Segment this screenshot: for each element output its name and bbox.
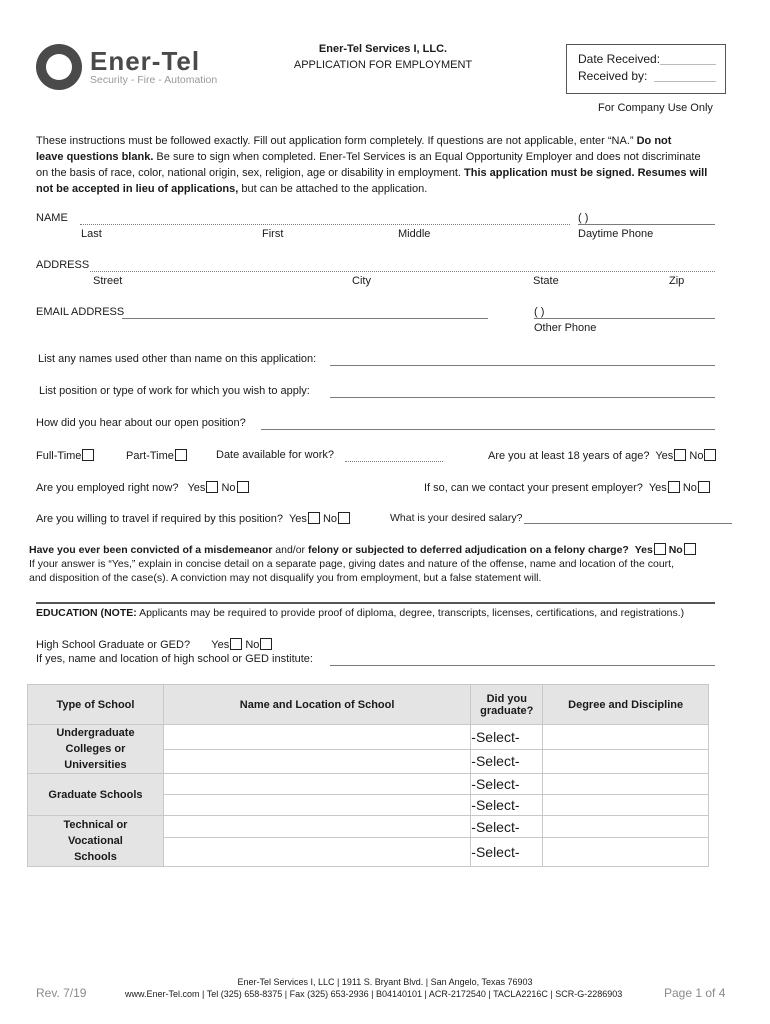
- footer-address: Ener-Tel Services I, LLC | 1911 S. Bryant Blvd. | San Angelo, Texas 76903: [237, 977, 533, 987]
- form-title: APPLICATION FOR EMPLOYMENT: [293, 59, 473, 71]
- grad-2-graduate-select[interactable]: -Select-: [471, 795, 543, 816]
- hs-yes-checkbox[interactable]: [230, 638, 242, 650]
- travel-no-label: No: [322, 513, 338, 525]
- undergrad-2-degree-cell[interactable]: [543, 749, 709, 774]
- name-first-label: First: [262, 228, 284, 240]
- name-label: NAME: [36, 212, 68, 224]
- employed-question: [36, 481, 249, 494]
- name-last-label: Last: [81, 228, 102, 240]
- grad-1-degree-cell[interactable]: [543, 774, 709, 795]
- part-time-option: [126, 449, 187, 462]
- full-time-checkbox[interactable]: [82, 449, 94, 461]
- tech-2-name-cell[interactable]: [163, 838, 470, 867]
- full-time-option: [36, 449, 94, 462]
- contact-no-label: No: [682, 482, 697, 494]
- full-time-label: Full-Time: [36, 450, 82, 462]
- table-row: [28, 725, 709, 750]
- employed-no-checkbox[interactable]: [237, 481, 249, 493]
- age-question: [488, 449, 716, 462]
- row-type-technical: Technical or Vocational Schools: [28, 816, 164, 867]
- row-type-graduate: Graduate Schools: [28, 774, 164, 816]
- education-table: [27, 684, 709, 867]
- header-degree-discipline: Degree and Discipline: [543, 685, 709, 725]
- other-phone-paren: ( ): [534, 306, 545, 318]
- revision: Rev. 7/19: [36, 986, 87, 1000]
- header-type-of-school: Type of School: [28, 685, 164, 725]
- grad-1-graduate-select[interactable]: -Select-: [471, 774, 543, 795]
- travel-yes-checkbox[interactable]: [308, 512, 320, 524]
- conviction-yes-label: Yes: [634, 544, 653, 556]
- grad-1-name-cell[interactable]: [163, 774, 470, 795]
- employed-yes-label: Yes: [187, 482, 206, 494]
- daytime-phone-field[interactable]: [578, 224, 715, 225]
- education-note: Applicants may be required to provide proof of diploma, degree, transcripts, licenses, certifications, and registrations.): [136, 607, 685, 619]
- hs-no-label: No: [245, 639, 260, 651]
- travel-yes-label: Yes: [288, 513, 307, 525]
- part-time-label: Part-Time: [126, 450, 174, 462]
- address-city-label: City: [352, 275, 371, 287]
- instructions-line3: on the basis of race, color, national origin, sex, religion, age or disability in employment.: [36, 167, 465, 179]
- conviction-bold-1: Have you ever been convicted of a misdemeanor: [29, 544, 273, 556]
- date-available-field[interactable]: [345, 461, 443, 462]
- tech-1-degree-cell[interactable]: [543, 816, 709, 838]
- travel-no-checkbox[interactable]: [338, 512, 350, 524]
- instructions-line3-bold: This application must be signed. Resumes will: [464, 167, 708, 179]
- position-label: List position or type of work for which you wish to apply:: [39, 385, 310, 397]
- grad-2-degree-cell[interactable]: [543, 795, 709, 816]
- tech-2-degree-cell[interactable]: [543, 838, 709, 867]
- company-name: Ener-Tel Services I, LLC.: [318, 43, 448, 55]
- age-no-checkbox[interactable]: [704, 449, 716, 461]
- address-field[interactable]: [90, 271, 715, 272]
- name-field[interactable]: [80, 224, 570, 225]
- conviction-no-label: No: [668, 544, 683, 556]
- age-yes-checkbox[interactable]: [674, 449, 686, 461]
- hs-question-label: High School Graduate or GED?: [36, 639, 191, 651]
- email-label: EMAIL ADDRESS: [36, 306, 125, 318]
- contact-employer-label: If so, can we contact your present employer?: [424, 482, 643, 494]
- conviction-explain-2: and disposition of the case(s). A conviction may not disqualify you from employment, but a false statement will.: [29, 572, 542, 584]
- hs-question: [36, 638, 272, 651]
- contact-yes-label: Yes: [648, 482, 667, 494]
- instructions-line2-bold: leave questions blank.: [36, 151, 154, 163]
- undergrad-2-name-cell[interactable]: [163, 749, 470, 774]
- header-name-location: Name and Location of School: [163, 685, 470, 725]
- instructions-line2: Be sure to sign when completed. Ener-Tel Services is an Equal Opportunity Employer and does not discriminate: [153, 151, 701, 163]
- company-use-note: For Company Use Only: [598, 102, 713, 114]
- hs-location-label: If yes, name and location of high school or GED institute:: [36, 653, 313, 665]
- hear-about-field[interactable]: [261, 429, 715, 430]
- undergrad-1-name-cell[interactable]: [163, 725, 470, 750]
- tech-1-name-cell[interactable]: [163, 816, 470, 838]
- date-received-field[interactable]: [660, 64, 716, 65]
- age-18-label: Are you at least 18 years of age?: [488, 450, 650, 462]
- other-phone-field[interactable]: [534, 318, 715, 319]
- undergrad-1-degree-cell[interactable]: [543, 725, 709, 750]
- conviction-explain-1: If your answer is “Yes,” explain in concise detail on a separate page, giving dates and nature of the offense, name and location of the court,: [29, 558, 674, 570]
- address-zip-label: Zip: [669, 275, 685, 287]
- salary-field[interactable]: [524, 523, 732, 524]
- received-by-field[interactable]: [654, 81, 716, 82]
- instructions-line1: These instructions must be followed exactly. Fill out application form completely. If questions are not applicable, enter “NA.”: [36, 135, 634, 147]
- conviction-mid: and/or: [272, 544, 308, 556]
- email-field[interactable]: [122, 318, 488, 319]
- address-state-label: State: [533, 275, 559, 287]
- travel-label: Are you willing to travel if required by this position?: [36, 513, 284, 525]
- education-note-bold: NOTE:: [104, 607, 137, 619]
- logo-icon-center: [46, 54, 72, 80]
- footer-contact: www.Ener-Tel.com | Tel (325) 658-8375 | Fax (325) 653-2936 | B04140101 | ACR-2172540 | TACLA2216C | SCR-G-2286903: [125, 989, 623, 999]
- table-header-row: [28, 685, 709, 725]
- conviction-yes-checkbox[interactable]: [654, 543, 666, 555]
- instructions: [36, 133, 746, 197]
- contact-yes-checkbox[interactable]: [668, 481, 680, 493]
- name-middle-label: Middle: [398, 228, 431, 240]
- age-yes-label: Yes: [655, 450, 674, 462]
- education-heading: [36, 607, 684, 619]
- table-row: [28, 774, 709, 795]
- position-field[interactable]: [330, 397, 715, 398]
- page-number: Page 1 of 4: [664, 986, 726, 1000]
- other-names-field[interactable]: [330, 365, 715, 366]
- part-time-checkbox[interactable]: [175, 449, 187, 461]
- instructions-line4: but can be attached to the application.: [238, 183, 428, 195]
- header-did-graduate: Did you graduate?: [471, 685, 543, 725]
- education-heading-label: EDUCATION (: [36, 607, 105, 619]
- section-divider: [36, 602, 715, 604]
- address-street-label: Street: [93, 275, 123, 287]
- salary-label: What is your desired salary?: [390, 512, 523, 524]
- address-label: ADDRESS: [36, 259, 90, 271]
- logo-name: Ener-Tel: [90, 46, 201, 76]
- undergrad-1-graduate-select[interactable]: -Select-: [471, 725, 543, 750]
- contact-employer-question: [424, 481, 710, 494]
- instructions-line1-bold: Do not: [633, 135, 672, 147]
- tech-2-graduate-select[interactable]: -Select-: [471, 838, 543, 867]
- hs-location-field[interactable]: [330, 665, 715, 666]
- employed-label: Are you employed right now?: [36, 482, 179, 494]
- conviction-no-checkbox[interactable]: [684, 543, 696, 555]
- daytime-phone-paren: ( ): [578, 212, 589, 224]
- tech-1-graduate-select[interactable]: -Select-: [471, 816, 543, 838]
- date-received-label: Date Received:: [578, 52, 661, 66]
- hs-no-checkbox[interactable]: [260, 638, 272, 650]
- undergrad-2-graduate-select[interactable]: -Select-: [471, 749, 543, 774]
- hear-about-label: How did you hear about our open position?: [36, 417, 246, 429]
- daytime-phone-label: Daytime Phone: [578, 228, 654, 240]
- age-no-label: No: [689, 450, 704, 462]
- date-available-label: Date available for work?: [216, 449, 335, 461]
- conviction-bold-2: felony or subjected to deferred adjudication on a felony charge?: [307, 544, 629, 556]
- logo-tagline: Security - Fire - Automation: [90, 74, 218, 86]
- grad-2-name-cell[interactable]: [163, 795, 470, 816]
- other-phone-label: Other Phone: [534, 322, 597, 334]
- other-names-label: List any names used other than name on this application:: [38, 353, 317, 365]
- row-type-undergraduate: Undergraduate Colleges or Universities: [28, 725, 164, 774]
- received-by-label: Received by:: [578, 69, 648, 83]
- contact-no-checkbox[interactable]: [698, 481, 710, 493]
- hs-yes-label: Yes: [211, 639, 230, 651]
- instructions-line4-bold: not be accepted in lieu of applications,: [36, 183, 239, 195]
- employed-yes-checkbox[interactable]: [206, 481, 218, 493]
- conviction-question: [29, 543, 696, 556]
- table-row: [28, 816, 709, 838]
- travel-question: [36, 512, 350, 525]
- employed-no-label: No: [221, 482, 236, 494]
